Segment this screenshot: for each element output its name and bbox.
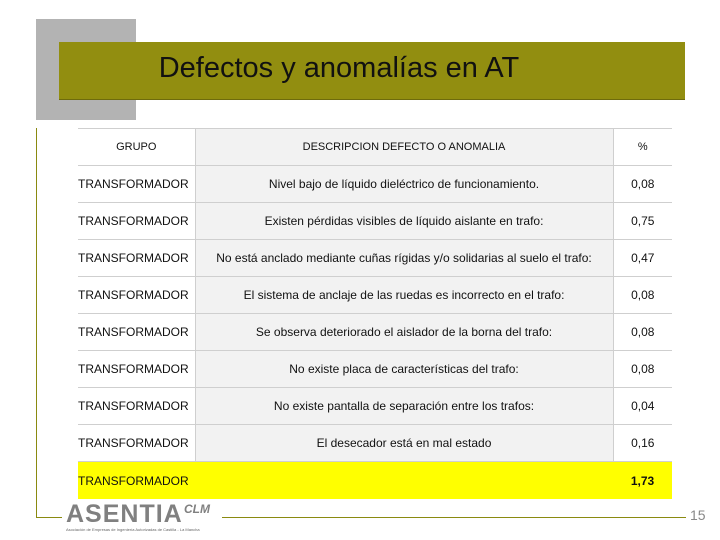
- cell-descripcion: El desecador está en mal estado: [195, 425, 613, 462]
- left-rule: [36, 128, 37, 518]
- page-number: 15: [690, 507, 706, 523]
- defects-table: [78, 128, 672, 499]
- cell-grupo: TRANSFORMADOR: [78, 388, 195, 425]
- table-row: [78, 203, 672, 240]
- table-row: [78, 314, 672, 351]
- cell-porcentaje: 0,04: [613, 388, 672, 425]
- table-row: [78, 166, 672, 203]
- cell-descripcion: No existe placa de características del trafo:: [195, 351, 613, 388]
- cell-porcentaje: 0,75: [613, 203, 672, 240]
- cell-grupo: TRANSFORMADOR: [78, 425, 195, 462]
- logo-name: ASENTIA: [66, 500, 183, 528]
- cell-porcentaje: 0,16: [613, 425, 672, 462]
- cell-descripcion: Existen pérdidas visibles de líquido aislante en trafo:: [195, 203, 613, 240]
- logo-suffix: CLM: [184, 502, 210, 516]
- total-descripcion: [195, 462, 613, 500]
- table-row: [78, 425, 672, 462]
- cell-descripcion: El sistema de anclaje de las ruedas es incorrecto en el trafo:: [195, 277, 613, 314]
- cell-porcentaje: 0,08: [613, 314, 672, 351]
- table-row: [78, 351, 672, 388]
- cell-porcentaje: 0,08: [613, 277, 672, 314]
- total-grupo: TRANSFORMADOR: [78, 462, 195, 500]
- cell-grupo: TRANSFORMADOR: [78, 277, 195, 314]
- cell-porcentaje: 0,08: [613, 166, 672, 203]
- cell-grupo: TRANSFORMADOR: [78, 203, 195, 240]
- table-row: [78, 388, 672, 425]
- cell-grupo: TRANSFORMADOR: [78, 351, 195, 388]
- cell-descripcion: Nivel bajo de líquido dieléctrico de funcionamiento.: [195, 166, 613, 203]
- cell-descripcion: No existe pantalla de separación entre los trafos:: [195, 388, 613, 425]
- cell-descripcion: No está anclado mediante cuñas rígidas y/o solidarias al suelo el trafo:: [195, 240, 613, 277]
- header-descripcion: DESCRIPCION DEFECTO O ANOMALIA: [195, 129, 613, 166]
- total-porcentaje: 1,73: [613, 462, 672, 500]
- logo-tagline: Asociación de Empresas de Ingeniería Autorizadas de Castilla - La Mancha: [66, 527, 200, 532]
- cell-grupo: TRANSFORMADOR: [78, 314, 195, 351]
- cell-porcentaje: 0,08: [613, 351, 672, 388]
- table-row: [78, 240, 672, 277]
- total-row: [78, 462, 672, 500]
- table-row: [78, 277, 672, 314]
- header-porcentaje: %: [613, 129, 672, 166]
- table-header-row: [78, 129, 672, 166]
- slide-title: Defectos y anomalías en AT: [158, 52, 520, 84]
- cell-grupo: TRANSFORMADOR: [78, 166, 195, 203]
- cell-porcentaje: 0,47: [613, 240, 672, 277]
- cell-grupo: TRANSFORMADOR: [78, 240, 195, 277]
- cell-descripcion: Se observa deteriorado el aislador de la borna del trafo:: [195, 314, 613, 351]
- header-grupo: GRUPO: [78, 129, 195, 166]
- asentia-logo: [62, 500, 222, 532]
